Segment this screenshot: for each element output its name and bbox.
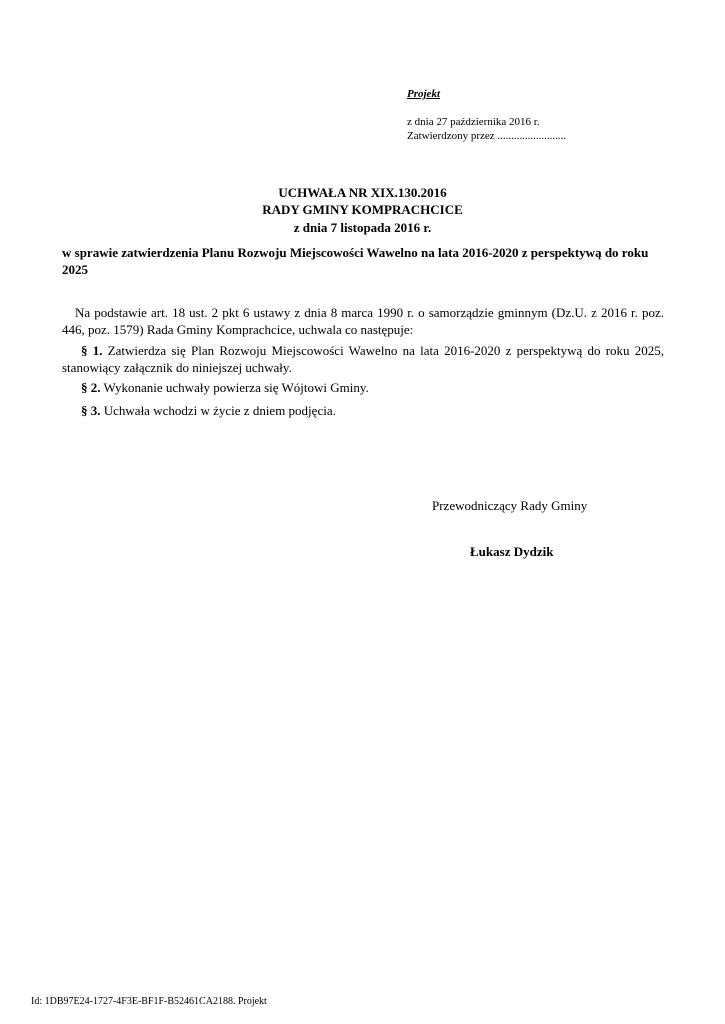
legal-basis-paragraph: Na podstawie art. 18 ust. 2 pkt 6 ustawy z dnia 8 marca 1990 r. o samorządzie gminnym (Dz.U. z 2016 r. poz. 446, poz. 1579) Rada Gminy Komprachcice, uchwala co następuje: xyxy=(62,305,664,337)
signature-name: Łukasz Dydzik xyxy=(470,544,554,559)
section-2-text: Wykonanie uchwały powierza się Wójtowi Gminy. xyxy=(103,380,369,395)
section-3 xyxy=(62,402,664,419)
section-1-label: § 1. xyxy=(81,343,103,358)
section-1-text: Zatwierdza się Plan Rozwoju Miejscowości Wawelno na lata 2016-2020 z perspektywą do roku 2025, stanowiący załącznik do niniejszej uchwały. xyxy=(62,343,665,375)
document-id-footer: Id: 1DB97E24-1727-4F3E-BF1F-B52461CA2188. Projekt xyxy=(31,996,267,1007)
signature-title: Przewodniczący Rady Gminy xyxy=(432,498,588,513)
section-2-label: § 2. xyxy=(81,380,101,395)
section-2 xyxy=(62,379,664,396)
section-1 xyxy=(62,342,664,376)
resolution-number: UCHWAŁA NR XIX.130.2016 xyxy=(278,185,447,200)
resolution-date: z dnia 7 listopada 2016 r. xyxy=(293,220,432,235)
section-3-text: Uchwała wchodzi w życie z dniem podjęcia. xyxy=(103,403,336,418)
project-date-line: z dnia 27 października 2016 r. xyxy=(407,116,540,128)
section-3-label: § 3. xyxy=(81,403,101,418)
approval-line: Zatwierdzony przez ......................... xyxy=(407,130,567,142)
projekt-label: Projekt xyxy=(407,88,440,100)
council-name: RADY GMINY KOMPRACHCICE xyxy=(262,202,463,217)
resolution-subject: w sprawie zatwierdzenia Planu Rozwoju Miejscowości Wawelno na lata 2016-2020 z perspektywą do roku 2025 xyxy=(62,245,649,277)
